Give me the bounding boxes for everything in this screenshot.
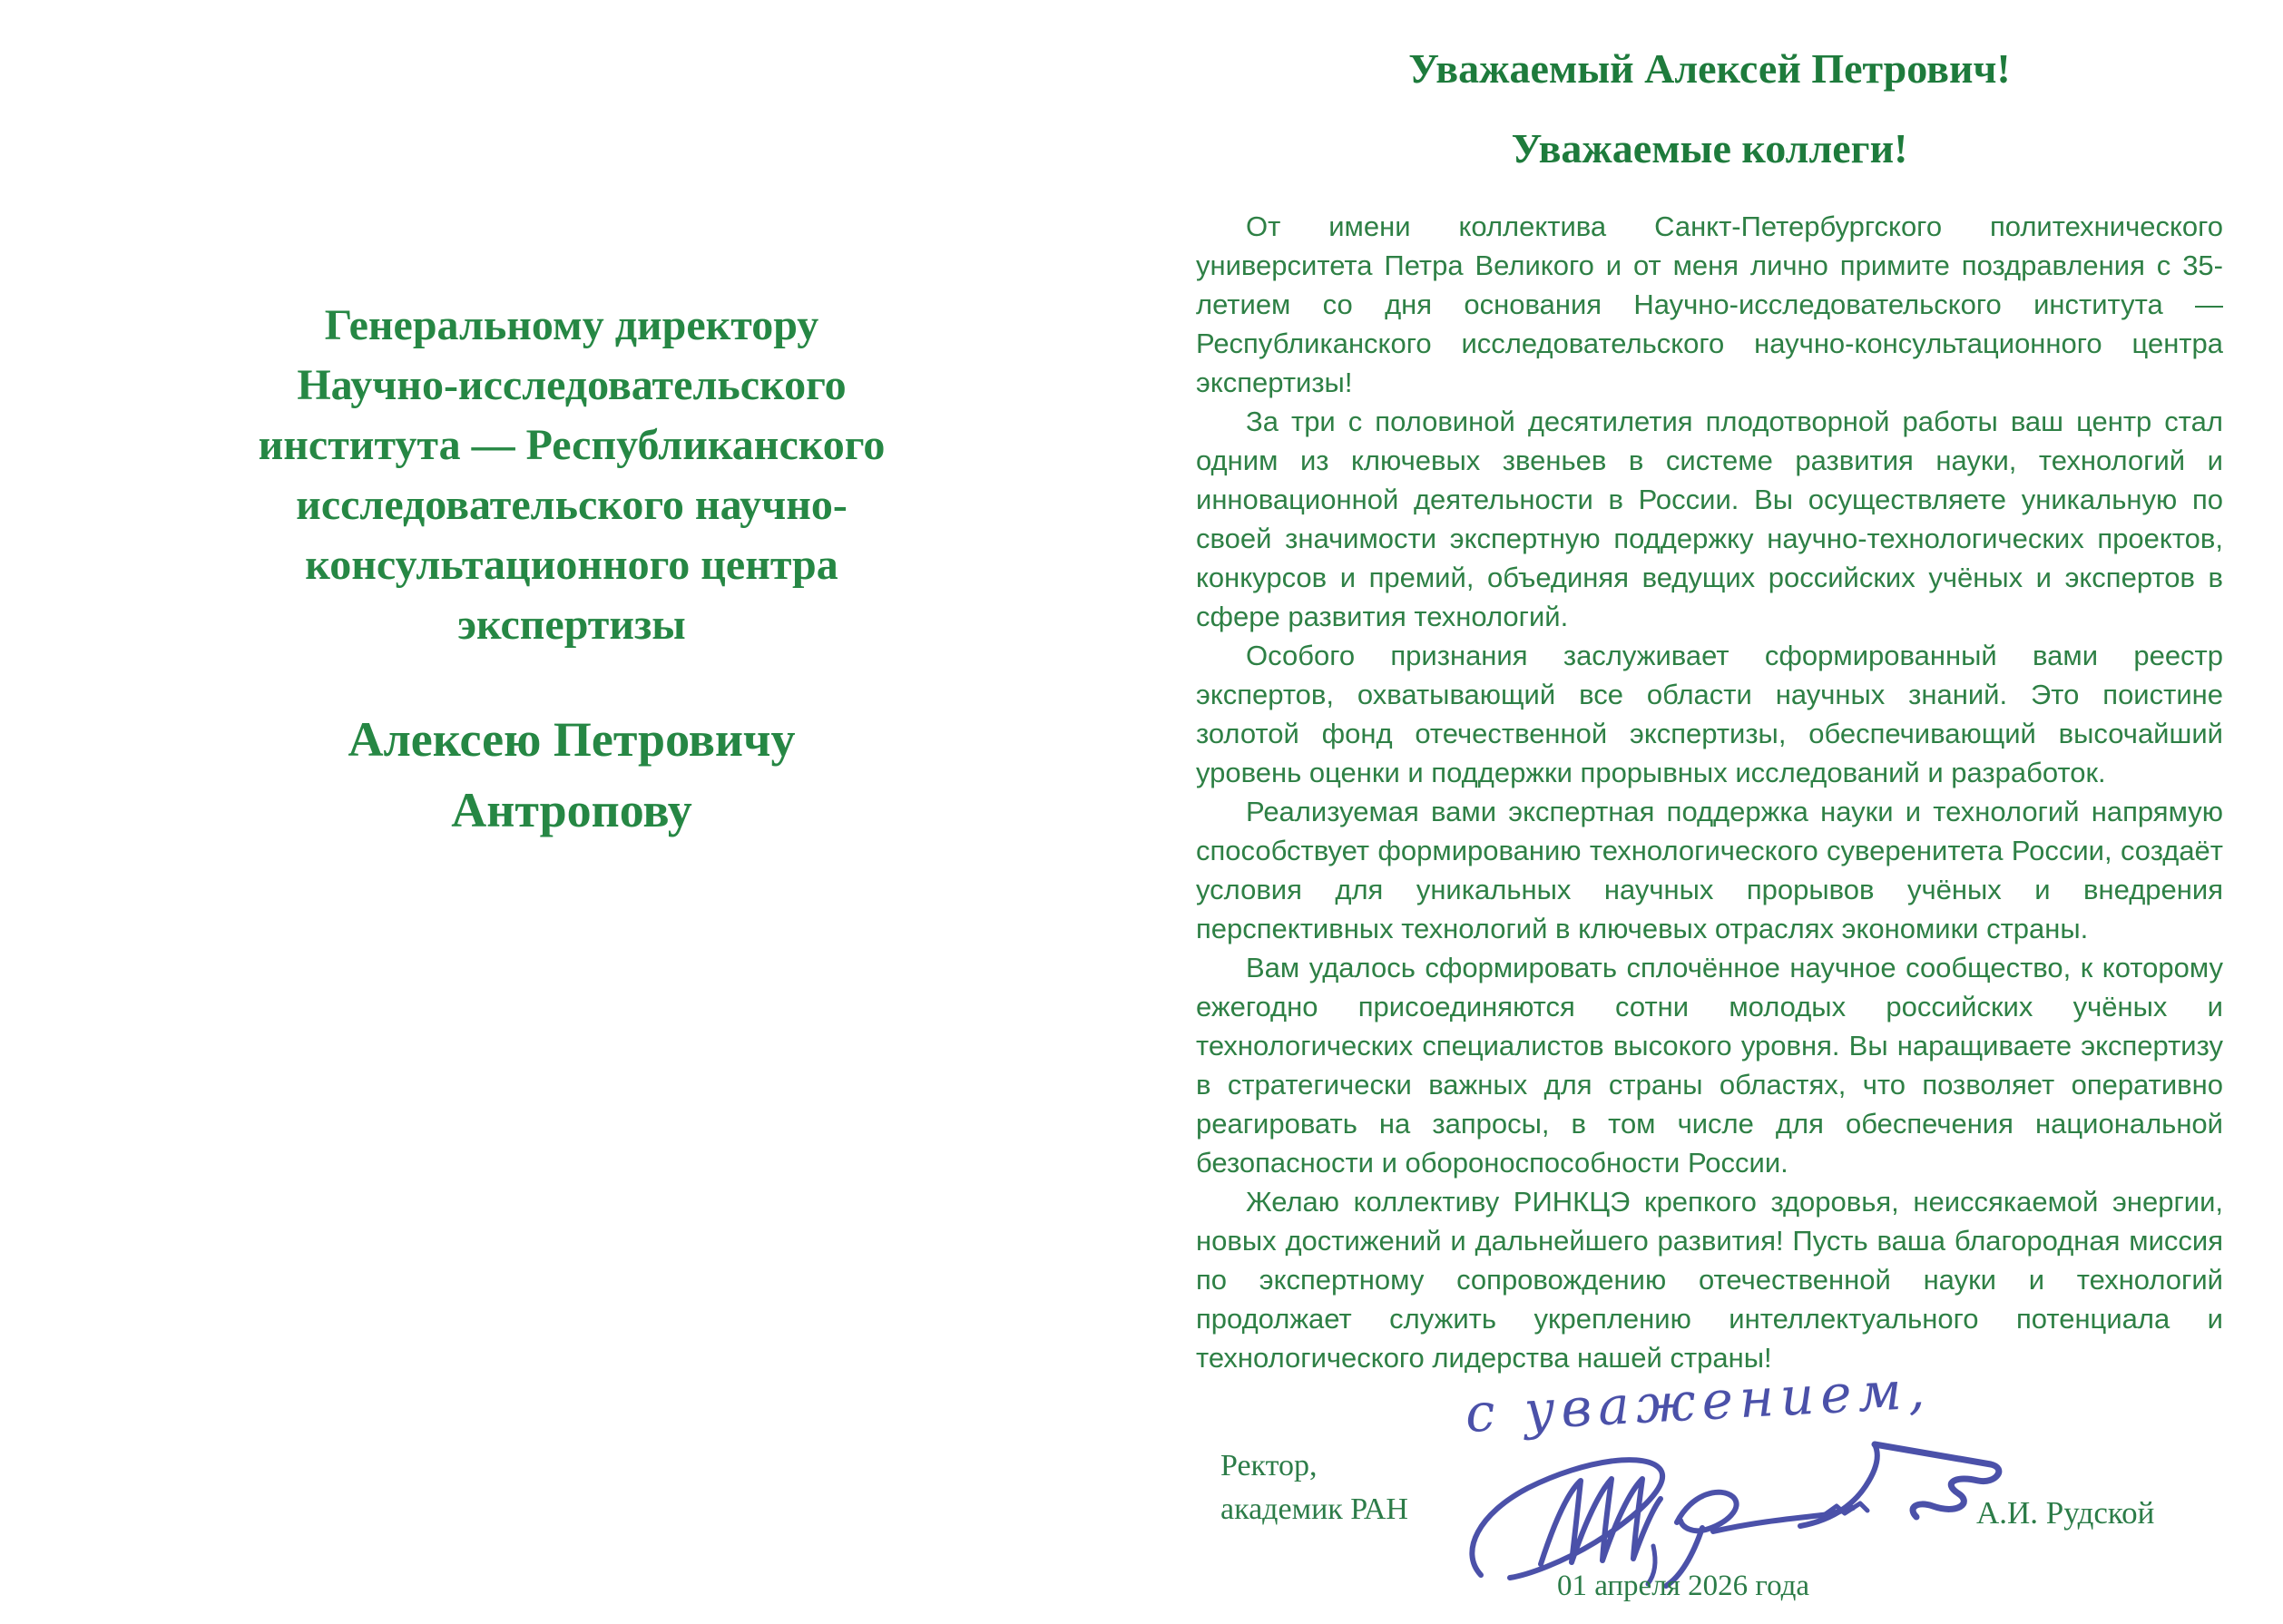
signature-autograph [1434,1354,2014,1595]
letter-paragraph: От имени коллектива Санкт-Петербургского политехнического университета Петра Великого и от меня лично примите поздравления с 35-летием со дня основания Научно-исследовательского института — Республиканского исследовательского научно-консультационного центра экспертизы! [1196,210,2223,398]
addressee-org-line: исследовательского научно- [296,481,848,529]
addressee-block [136,296,1007,846]
addressee-person-line: Алексею Петровичу [348,712,796,767]
letter-body [1196,207,2223,1377]
salutation-primary: Уважаемый Алексей Петрович! [1408,45,2011,92]
signer-title [1220,1444,1408,1531]
letter-paragraph: Желаю коллективу РИНКЦЭ крепкого здоровья, неиссякаемой энергии, новых достижений и дальнейшего развития! Пусть ваша благородная миссия по экспертному сопровождению отечественной науки и технологий продолжает служить укреплению интеллектуального потенциала и технологического лидерства нашей страны! [1196,1186,2223,1374]
salutation-secondary: Уважаемые коллеги! [1511,125,1908,171]
letter-paragraph: Реализуемая вами экспертная поддержка науки и технологий напрямую способствует формированию технологического суверенитета России, создаёт условия для уникальных научных прорывов учёных и внедрения перспективных технологий в ключевых отраслях экономики страны. [1196,796,2223,944]
addressee-org-line: института — Республиканского [258,421,886,469]
letter-date: 01 апреля 2026 года [1556,1570,1810,1602]
addressee-person [136,704,1007,846]
addressee-org-line: консультационного центра [305,541,838,589]
signer-name: А.И. Рудской [1976,1495,2155,1531]
signer-title-line: Ректор, [1220,1449,1318,1482]
closing-handwritten-text: с уважением, [1464,1358,1933,1444]
letter-paragraph: Вам удалось сформировать сплочённое научное сообщество, к которому ежегодно присоединяются сотни молодых российских учёных и технологических специалистов высокого уровня. Вы наращиваете экспертизу в стратегически важных для страны областях, что позволяет оперативно реагировать на запросы, в том числе для обеспечения национальной безопасности и обороноспособности России. [1196,952,2223,1179]
letter-content [1196,45,2223,1377]
addressee-org-line: экспертизы [457,601,686,649]
signer-title-line: академик РАН [1220,1492,1408,1526]
letter-paragraph: Особого признания заслуживает сформированный вами реестр экспертов, охватывающий все области научных знаний. Это поистине золотой фонд отечественной экспертизы, обеспечивающий высочайший уровень оценки и поддержки прорывных исследований и разработок. [1196,640,2223,788]
addressee-org-line: Научно-исследовательского [297,361,847,409]
addressee-org-line: Генеральному директору [324,301,819,349]
addressee-person-line: Антропову [451,783,692,837]
signature-ink-drawing [1434,1354,2014,1595]
addressee-organization [136,296,1007,655]
letter-paragraph: За три с половиной десятилетия плодотворной работы ваш центр стал одним из ключевых звеньев в системе развития науки, технологий и инновационной деятельности в России. Вы осуществляете уникальную по своей значимости экспертную поддержку научно-технологических проектов, конкурсов и премий, объединяя ведущих российских учёных и экспертов в сфере развития технологий. [1196,406,2223,632]
